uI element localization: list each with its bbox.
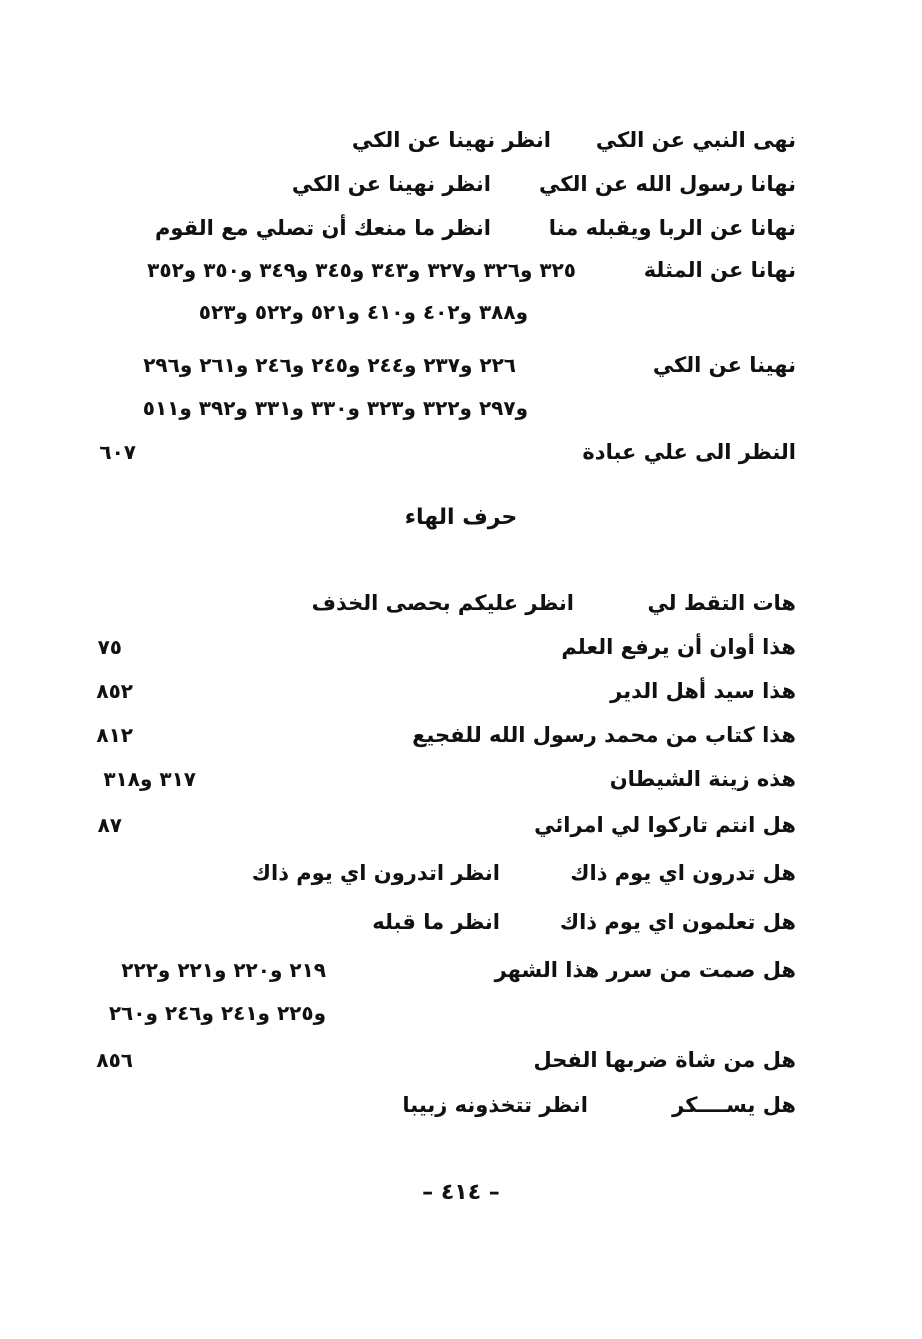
entry-see-also: انظر تتخذونه زبيبا (402, 1093, 588, 1117)
entry-row (76, 950, 796, 990)
entry-term: هذه زينة الشيطان (609, 767, 796, 791)
entry-see-also: انظر ما قبله (372, 910, 500, 934)
entry-see-also: انظر نهينا عن الكي (351, 128, 551, 152)
entry-row-continued (76, 292, 796, 332)
entry-row (76, 208, 796, 248)
entry-row (76, 432, 796, 472)
entry-row (76, 1040, 796, 1080)
entry-term: هل تعلمون اي يوم ذاك (559, 910, 796, 934)
entry-term: هذا كتاب من محمد رسول الله للفجيع (412, 723, 796, 747)
entry-pages: ٢٢٦ و٢٣٧ و٢٤٤ و٢٤٥ و٢٤٦ و٢٦١ و٢٩٦ (143, 353, 516, 377)
entry-page: ٣١٧ و٣١٨ (103, 767, 196, 791)
entry-term: نهانا عن المثلة (643, 258, 796, 282)
entry-term: هل يســــكر (672, 1093, 796, 1117)
entry-page: ٨٧ (97, 813, 122, 837)
section-heading: حرف الهاء (404, 505, 518, 530)
entry-term: نهانا رسول الله عن الكي (539, 172, 796, 196)
entry-row (76, 627, 796, 667)
entry-row (76, 250, 796, 290)
entry-row-continued (76, 388, 796, 428)
entry-term: نهى النبي عن الكي (595, 128, 796, 152)
entry-see-also: انظر اتدرون اي يوم ذاك (251, 861, 500, 885)
entry-row (76, 671, 796, 711)
entry-row (76, 583, 796, 623)
entry-term: النظر الى علي عبادة (582, 440, 796, 464)
entry-term: هل انتم تاركوا لي امرائي (534, 813, 796, 837)
entry-pages: و٣٨٨ و٤٠٢ و٤١٠ و٥٢١ و٥٢٢ و٥٢٣ (198, 300, 528, 324)
entry-see-also: انظر عليكم بحصى الخذف (311, 591, 574, 615)
entry-page: ٧٥ (97, 635, 122, 659)
entry-see-also: انظر نهينا عن الكي (291, 172, 491, 196)
entry-term: نهانا عن الربا ويقبله منا (548, 216, 796, 240)
entry-term: نهينا عن الكي (652, 353, 796, 377)
entry-term: هل من شاة ضربها الفحل (533, 1048, 796, 1072)
entry-see-also: انظر ما منعك أن تصلي مع القوم (155, 216, 491, 240)
entry-pages: و٢٢٥ و٢٤١ و٢٤٦ و٢٦٠ (108, 1001, 326, 1025)
page-number: – ٤١٤ – (422, 1180, 500, 1205)
entry-row (76, 805, 796, 845)
entry-row-continued (76, 993, 796, 1033)
entry-pages: ٢١٩ و٢٢٠ و٢٢١ و٢٢٢ (121, 958, 326, 982)
entry-row (76, 853, 796, 893)
entry-term: هل صمت من سرر هذا الشهر (494, 958, 796, 982)
entry-term: هذا سيد أهل الدير (610, 679, 796, 703)
entry-term: هات التقط لي (647, 591, 796, 615)
entry-term: هذا أوان أن يرفع العلم (561, 635, 796, 659)
entry-pages: ٣٢٥ و٣٢٦ و٣٢٧ و٣٤٣ و٣٤٥ و٣٤٩ و٣٥٠ و٣٥٢ (147, 258, 576, 282)
entry-row (76, 164, 796, 204)
entry-row (76, 759, 796, 799)
entry-page: ٨١٢ (96, 723, 133, 747)
entry-pages: و٢٩٧ و٣٢٢ و٣٢٣ و٣٣٠ و٣٣١ و٣٩٢ و٥١١ (142, 396, 528, 420)
entry-row (76, 902, 796, 942)
entry-row (76, 345, 796, 385)
entry-page: ٦٠٧ (99, 440, 136, 464)
entry-row (76, 1085, 796, 1125)
entry-row (76, 120, 796, 160)
entry-page: ٨٥٦ (96, 1048, 133, 1072)
entry-page: ٨٥٢ (96, 679, 133, 703)
entry-row (76, 715, 796, 755)
entry-term: هل تدرون اي يوم ذاك (570, 861, 796, 885)
